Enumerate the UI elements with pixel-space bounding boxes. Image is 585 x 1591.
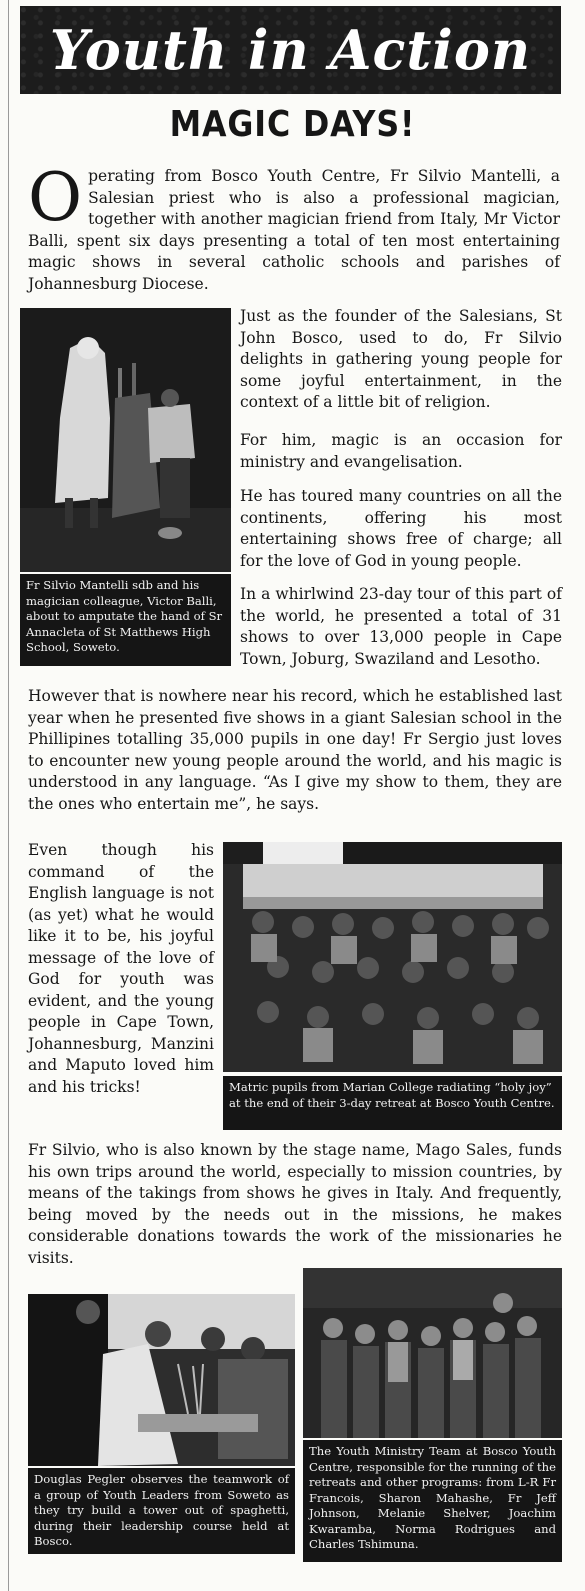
- drop-cap: O: [28, 159, 83, 236]
- ministry-team-caption: The Youth Ministry Team at Bosco Youth Centre, responsible for the running of the retreats and other programs: from L-R Fr Francois, Sharon Mahashe, Fr Jeff Johnson, Melanie Shelver, Joachim Kwaramba, Norma Rodrigues and Charles Tshimuna.: [303, 1440, 562, 1562]
- paragraph-language: Even though his command of the English language is not (as yet) what he would like it to be, his joyful message of the love of God for youth was evident, and the young people in Cape Town, Johannesburg, Manzini and Maputo loved him and his tricks!: [28, 841, 214, 1096]
- paragraph-mago-sales: Fr Silvio, who is also known by the stage name, Mago Sales, funds his own trips around the world, especially to mission countries, by means of the takings from shows he gives in Italy. And frequently, being moved by the needs out in the missions, he makes considerable donations towards the work of the missionaries he visits.: [28, 1141, 562, 1267]
- matric-group-photo: [223, 842, 562, 1072]
- intro-text: perating from Bosco Youth Centre, Fr Silvio Mantelli, a Salesian priest who is also a professional magician, together with another magician friend from Italy, Mr Victor Balli, spent six days presenting a total of ten most entertaining magic shows in several catholic schools and parishes of Johannesburg Diocese.: [28, 167, 560, 293]
- paragraph-record: However that is nowhere near his record, which he established last year when he presented five shows in a giant Salesian school in the Phillipines totalling 35,000 pupils in one day! Fr Sergio just loves to encounter new young people around the world, and his magic is understood in any language. “As I give my show to them, they are the ones who entertain me”, he says.: [28, 687, 562, 813]
- magicians-caption: Fr Silvio Mantelli sdb and his magician colleague, Victor Balli, about to amputate the hand of Sr Annacleta of St Matthews High School, Soweto.: [20, 574, 231, 666]
- ministry-team-photo: [303, 1268, 562, 1438]
- headline: MAGIC DAYS!: [169, 104, 416, 145]
- spaghetti-caption: Douglas Pegler observes the teamwork of a group of Youth Leaders from Soweto as they try build a tower out of spaghetti, during their leadership course held at Bosco.: [28, 1468, 295, 1554]
- spaghetti-tower-photo: [28, 1294, 295, 1466]
- paragraph-founder: Just as the founder of the Salesians, St John Bosco, used to do, Fr Silvio delights in gathering young people for some joyful entertainment, in the context of a little bit of religion.: [240, 307, 562, 411]
- page-edge-line: [8, 0, 9, 1591]
- matric-caption: Matric pupils from Marian College radiating “holy joy” at the end of their 3-day retreat at Bosco Youth Centre.: [223, 1076, 562, 1130]
- paragraph-whirlwind: In a whirlwind 23-day tour of this part of the world, he presented a total of 31 shows to over 13,000 people in Cape Town, Joburg, Swaziland and Lesotho.: [240, 585, 562, 668]
- paragraph-ministry: For him, magic is an occasion for ministry and evangelisation.: [240, 431, 562, 471]
- magicians-photo: [20, 308, 231, 572]
- paragraph-tours: He has toured many countries on all the continents, offering his most entertaining shows free of charge; all for the love of God in young people.: [240, 487, 562, 570]
- intro-paragraph: [28, 159, 560, 295]
- section-banner: Youth in Action: [20, 6, 561, 94]
